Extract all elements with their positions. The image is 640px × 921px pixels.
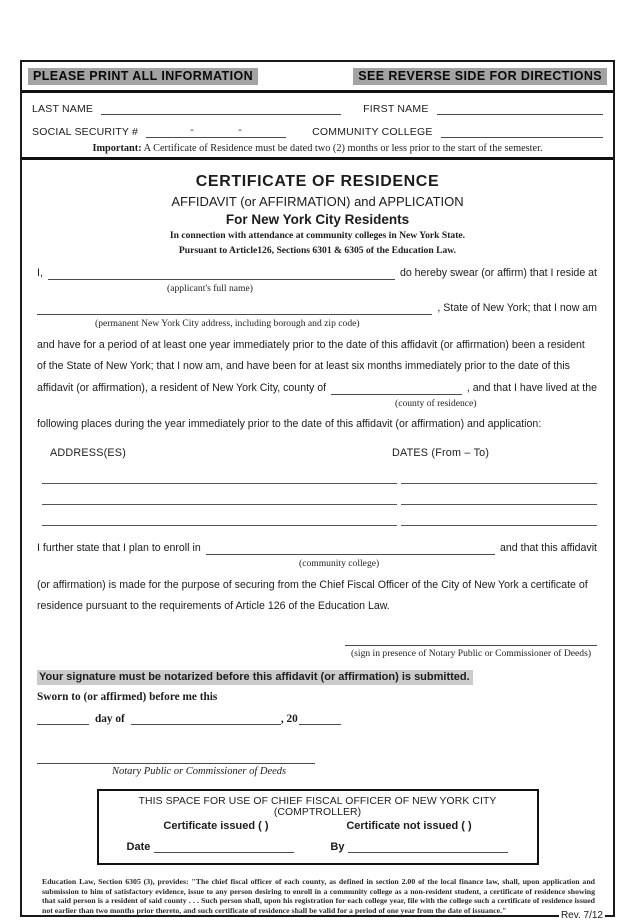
applicant-name-caption: (applicant's full name) <box>167 283 253 294</box>
paragraph-line-4: following places during the year immediately prior to the date of this affidavit (or affirmation) and application: <box>37 418 542 430</box>
enroll-college-caption: (community college) <box>299 558 380 569</box>
title-note-1: In connection with attendance at community colleges in New York State. <box>169 230 466 241</box>
ssn-dash: - <box>238 124 242 136</box>
title-block <box>22 173 613 257</box>
form-title: CERTIFICATE OF RESIDENCE <box>195 173 440 190</box>
community-college-field[interactable] <box>441 125 603 138</box>
month-field[interactable] <box>131 712 281 725</box>
important-text: A Certificate of Residence must be dated two (2) months or less prior to the start of the semester. <box>141 143 543 154</box>
enrollment-section <box>22 526 613 613</box>
cert-not-issued-option[interactable]: Certificate not issued ( ) <box>346 820 472 832</box>
address-caption: (permanent New York City address, including borough and zip code) <box>95 318 360 329</box>
enroll-college-field[interactable] <box>206 542 495 555</box>
county-line <box>37 382 597 395</box>
applicant-name-line <box>37 267 597 280</box>
enroll-prefix: I further state that I plan to enroll in <box>37 542 201 554</box>
title-note-2: Pursuant to Article126, Sections 6301 & 6305 of the Education Law. <box>178 245 457 256</box>
date-field[interactable] <box>154 841 294 853</box>
by-label: By <box>330 841 345 853</box>
applicant-name-field[interactable] <box>48 267 395 280</box>
education-law-excerpt: Education Law, Section 6305 (3), provides: "The chief fiscal officer of each county, as defined in section 2.00 of the local finance law, shall, upon application and submission to him of satisfactory evidence, issue to any person desiring to enroll in a community college as a non-resident student, a certificate of residence showing that said person is a resident of said county . . . Such person shall, upon his registration for each college year, file with the college such a certificate of residence issued not earlier than two months prior thereto, and such certificate of residence shall be valid for a period of one year from the date of issuance." <box>42 877 595 915</box>
year-prefix: , 20 <box>280 713 298 725</box>
table-row <box>42 524 597 526</box>
date-label: Date <box>126 841 151 853</box>
dates-row-field[interactable] <box>401 503 597 505</box>
first-name-label: FIRST NAME <box>363 103 429 115</box>
ssn-dash: - <box>190 124 194 136</box>
important-note <box>22 138 613 160</box>
date-fill-line <box>22 712 613 725</box>
comptroller-fill-row <box>107 841 529 853</box>
swear-text: do hereby swear (or affirm) that I reside at <box>399 267 597 279</box>
county-prefix: affidavit (or affirmation), a resident of New York City, county of <box>37 381 327 394</box>
address-table <box>22 459 613 526</box>
last-name-field[interactable] <box>101 102 341 115</box>
address-row-field[interactable] <box>42 503 397 505</box>
cert-issued-option[interactable]: Certificate issued ( ) <box>163 820 269 832</box>
ssn-label: SOCIAL SECURITY # <box>32 126 139 138</box>
year-field[interactable] <box>299 712 341 725</box>
sworn-line: Sworn to (or affirmed) before me this <box>37 691 218 703</box>
purpose-line-1: (or affirmation) is made for the purpose of securing from the Chief Fiscal Officer of the City of New York a certificate of <box>37 578 588 591</box>
first-name-field[interactable] <box>437 102 603 115</box>
notary-caption: Notary Public or Commissioner of Deeds <box>112 766 287 777</box>
certificate-of-residence-form <box>20 60 615 921</box>
address-line <box>37 302 597 315</box>
county-field[interactable] <box>331 382 462 395</box>
comptroller-box <box>97 789 539 865</box>
certificate-options <box>107 820 529 832</box>
notary-signature-field[interactable] <box>37 751 315 764</box>
address-table-header <box>22 447 613 459</box>
nyc-address-field[interactable] <box>37 302 432 315</box>
by-field[interactable] <box>348 841 508 853</box>
form-subtitle: AFFIDAVIT (or AFFIRMATION) and APPLICATION <box>171 194 464 209</box>
day-field[interactable] <box>37 712 89 725</box>
table-row <box>42 503 597 505</box>
see-reverse-banner: SEE REVERSE SIDE FOR DIRECTIONS <box>353 68 607 85</box>
signature-field[interactable] <box>345 631 597 646</box>
address-row-field[interactable] <box>42 482 397 484</box>
affidavit-body <box>22 257 613 431</box>
ssn-field[interactable] <box>146 124 286 138</box>
paragraph-line-1: and have for a period of at least one year immediately prior to the date of this affidavit (or affirmation) been a resident <box>37 338 585 351</box>
important-label: Important: <box>92 143 142 154</box>
name-row <box>22 93 613 115</box>
comptroller-box-title: THIS SPACE FOR USE OF CHIEF FISCAL OFFICER OF NEW YORK CITY (COMPTROLLER) <box>138 796 497 818</box>
enroll-line <box>37 542 597 555</box>
header-banner-row <box>22 62 613 93</box>
dates-row-field[interactable] <box>401 524 597 526</box>
form-audience: For New York City Residents <box>225 212 410 227</box>
day-of-label: day of <box>95 713 125 725</box>
ssn-row <box>22 115 613 138</box>
notarization-notice: Your signature must be notarized before this affidavit (or affirmation) is submitted. <box>37 670 473 685</box>
i-prefix: I, <box>37 267 43 279</box>
purpose-line-2: residence pursuant to the requirements of Article 126 of the Education Law. <box>37 600 390 612</box>
county-caption: (county of residence) <box>395 397 477 409</box>
dates-header: DATES (From – To) <box>392 447 490 459</box>
address-row-field[interactable] <box>42 524 397 526</box>
print-all-information-banner: PLEASE PRINT ALL INFORMATION <box>28 68 258 85</box>
enroll-suffix: and that this affidavit <box>500 542 597 554</box>
county-suffix: , and that I have lived at the <box>466 381 597 394</box>
revision-label: Rev. 7/12 <box>560 910 603 921</box>
last-name-label: LAST NAME <box>32 103 94 115</box>
state-text: , State of New York; that I now am <box>437 302 597 314</box>
dates-row-field[interactable] <box>401 482 597 484</box>
community-college-label: COMMUNITY COLLEGE <box>312 126 433 138</box>
table-row <box>42 482 597 484</box>
signature-area <box>345 631 597 659</box>
signature-caption: (sign in presence of Notary Public or Commissioner of Deeds) <box>350 648 592 659</box>
paragraph-line-2: of the State of New York; that I now am, and have been for at least six months immediately prior to the date of this <box>37 360 570 372</box>
addresses-header: ADDRESS(ES) <box>50 447 126 459</box>
